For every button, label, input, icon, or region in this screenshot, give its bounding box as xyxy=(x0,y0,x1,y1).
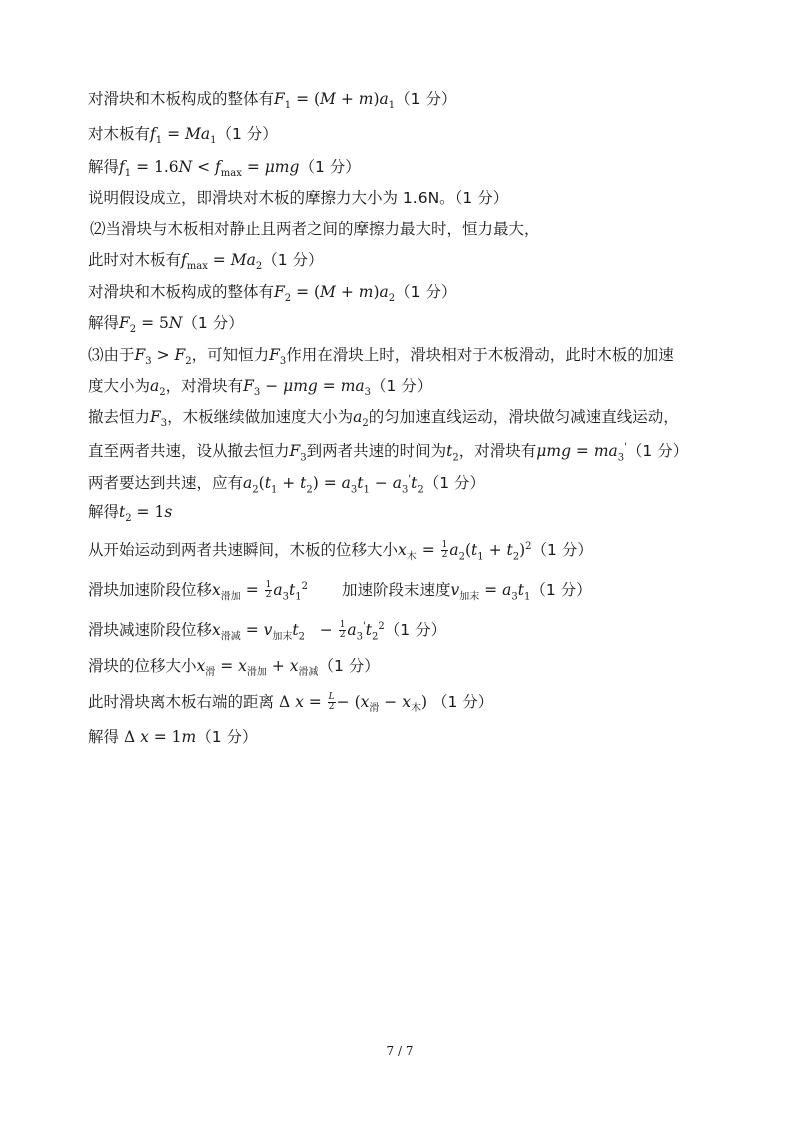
line-4: 说明假设成立，即滑块对木板的摩擦力大小为 1.6N。（1 分） xyxy=(88,189,509,207)
line-16: 滑块加速阶段位移$x_{滑加}$ = $\frac{1}{2}$ $a_3t_1^2$ 加速阶段末速度$v_{加末} = a_3t_1(1$ 分） xyxy=(88,580,592,603)
line-19: 此时滑块离木板右端的距离 Δ x = $\frac{L}{2}$ − $(x_滑 - x_木)$ （1 分） xyxy=(88,692,494,715)
line-1: 对滑块和木板构成的整体有$F_1 = (M + m)a_1(1$ 分） xyxy=(88,90,457,112)
line-8: 解得$F_2 = 5N(1$ 分） xyxy=(88,314,244,336)
line-9: ⑶由于$F_3 > F_2$，可知恒力$F_3$作用在滑块上时，滑块相对于木板滑动，此时木板的加速 xyxy=(88,346,674,368)
page-number: 7 / 7 xyxy=(386,1044,414,1058)
line-13: 两者要达到共速，应有$a_2(t_1 + t_2) = a_3t_1 - a_3't_2(1$ 分） xyxy=(88,474,486,496)
line-11: 撤去恒力$F_3$，木板继续做加速度大小为$a_2$的匀加速直线运动，滑块做匀减速直线运动， xyxy=(88,408,679,430)
line-14: 解得$t_2 = 1s$ xyxy=(88,503,173,525)
line-7: 对滑块和木板构成的整体有$F_2 = (M + m)a_2(1$ 分） xyxy=(88,283,457,305)
line-20: 解得 Δ x = 1m（1 分） xyxy=(88,728,258,746)
line-2: 对木板有$f_1 = Ma_1(1$ 分） xyxy=(88,125,278,147)
line-6: 此时对木板有$f_{max} = Ma_2(1$ 分） xyxy=(88,251,324,273)
line-17: 滑块减速阶段位移$x_{滑减} = v_{加末}t_2$ − $\frac{1}{2}$ $a_3't_2^2(1$ 分） xyxy=(88,620,447,643)
line-5: ⑵当滑块与木板相对静止且两者之间的摩擦力最大时，恒力最大， xyxy=(90,220,540,238)
line-15: 从开始运动到两者共速瞬间，木板的位移大小$x_木$ = $\frac{1}{2}$ $a_2(t_1 + t_2)^2(1$ 分） xyxy=(88,540,593,563)
line-3: 解得$f_1 = 1.6N < f_{max} = \mu mg(1$ 分） xyxy=(88,158,361,180)
line-12: 直至两者共速，设从撤去恒力$F_3$到两者共速的时间为$t_2$，对滑块有$\mu mg = ma_3'(1$ 分） xyxy=(88,442,689,464)
line-18: 滑块的位移大小$x_滑 = x_{滑加} + x_{滑减}(1$ 分） xyxy=(88,657,380,679)
line-10: 度大小为$a_2$，对滑块有$F_3 - \mu mg = ma_3(1$ 分） xyxy=(88,377,433,399)
